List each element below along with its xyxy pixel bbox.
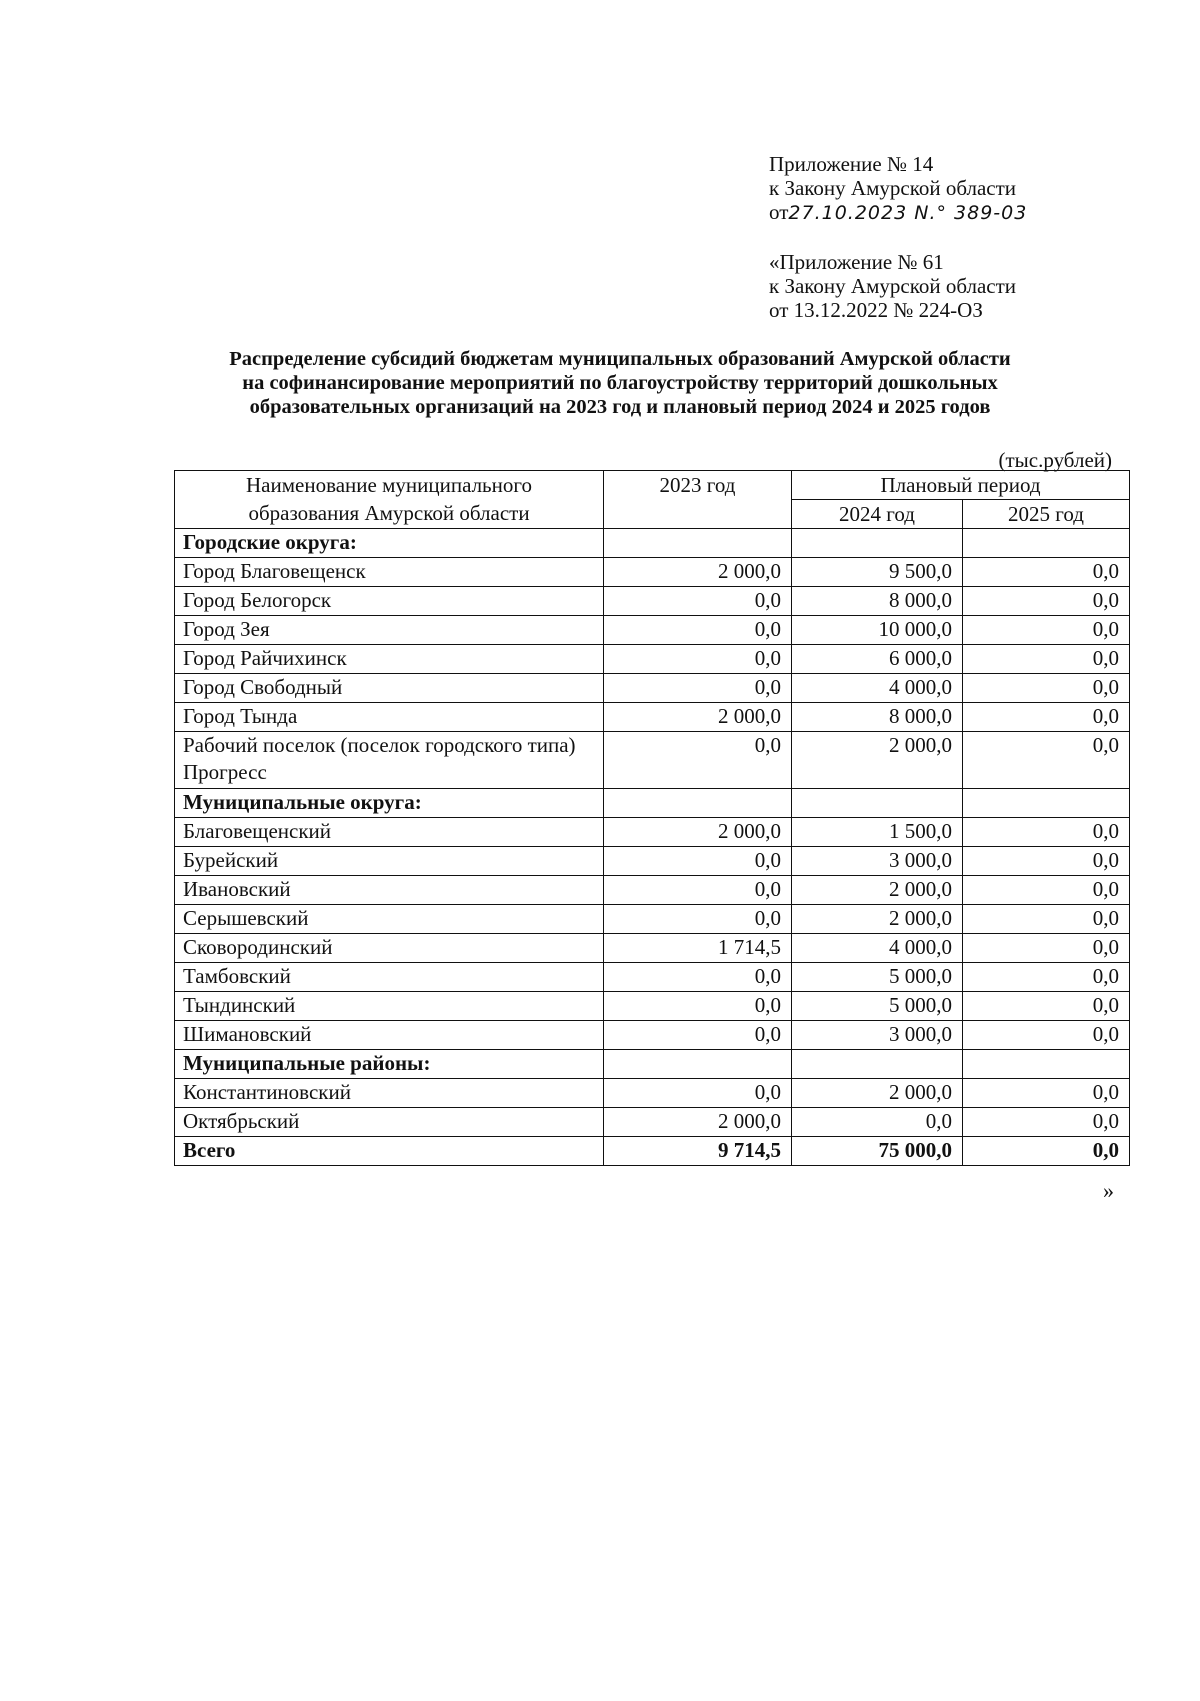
cell-2024: 0,0 bbox=[792, 1108, 963, 1137]
cell-2023: 0,0 bbox=[604, 876, 792, 905]
appendix-current-reference bbox=[769, 152, 1027, 225]
table-row bbox=[175, 818, 1130, 847]
cell-2025: 0,0 bbox=[963, 847, 1130, 876]
cell-2023: 2 000,0 bbox=[604, 703, 792, 732]
cell-2023: 0,0 bbox=[604, 616, 792, 645]
cell-name: Городские округа: bbox=[175, 529, 604, 558]
handwritten-date-number: 27.10.2023 N.° 389-03 bbox=[788, 202, 1028, 224]
appendix-number: Приложение № 14 bbox=[769, 152, 934, 176]
cell-2023: 0,0 bbox=[604, 645, 792, 674]
table-row bbox=[175, 645, 1130, 674]
cell-2024 bbox=[792, 789, 963, 818]
total-row bbox=[175, 1137, 1130, 1166]
header-name: Наименование муниципального образования Амурской области bbox=[175, 471, 604, 529]
header-2023: 2023 год bbox=[604, 471, 792, 529]
table-row bbox=[175, 934, 1130, 963]
cell-name: Тындинский bbox=[175, 992, 604, 1021]
section-row bbox=[175, 1050, 1130, 1079]
table-row bbox=[175, 732, 1130, 789]
table-body bbox=[175, 529, 1130, 1166]
cell-name: Октябрьский bbox=[175, 1108, 604, 1137]
original-law-ref: к Закону Амурской области bbox=[769, 274, 1017, 298]
cell-2025: 0,0 bbox=[963, 674, 1130, 703]
cell-name: Город Свободный bbox=[175, 674, 604, 703]
cell-2025: 0,0 bbox=[963, 558, 1130, 587]
cell-2024: 2 000,0 bbox=[792, 732, 963, 789]
cell-2024: 75 000,0 bbox=[792, 1137, 963, 1166]
cell-2023: 0,0 bbox=[604, 732, 792, 789]
cell-2023: 0,0 bbox=[604, 905, 792, 934]
table-row bbox=[175, 587, 1130, 616]
cell-name: Рабочий поселок (поселок городского типа) Прогресс bbox=[175, 732, 604, 789]
cell-name: Город Благовещенск bbox=[175, 558, 604, 587]
table-row bbox=[175, 1079, 1130, 1108]
closing-quote: » bbox=[1103, 1178, 1114, 1203]
cell-name: Тамбовский bbox=[175, 963, 604, 992]
cell-2023 bbox=[604, 529, 792, 558]
header-planned-period: Плановый период bbox=[792, 471, 1130, 500]
cell-name: Бурейский bbox=[175, 847, 604, 876]
title-line-1: Распределение субсидий бюджетам муниципальных образований Амурской области bbox=[229, 348, 1011, 370]
cell-2025: 0,0 bbox=[963, 703, 1130, 732]
cell-2024: 2 000,0 bbox=[792, 876, 963, 905]
cell-2023: 0,0 bbox=[604, 847, 792, 876]
table-row bbox=[175, 616, 1130, 645]
table-row bbox=[175, 1108, 1130, 1137]
table-row bbox=[175, 876, 1130, 905]
section-row bbox=[175, 789, 1130, 818]
cell-name: Благовещенский bbox=[175, 818, 604, 847]
cell-2024: 1 500,0 bbox=[792, 818, 963, 847]
cell-2025: 0,0 bbox=[963, 1021, 1130, 1050]
cell-2024 bbox=[792, 529, 963, 558]
cell-2024: 3 000,0 bbox=[792, 847, 963, 876]
cell-name: Город Зея bbox=[175, 616, 604, 645]
cell-2024: 8 000,0 bbox=[792, 703, 963, 732]
cell-2023: 2 000,0 bbox=[604, 1108, 792, 1137]
cell-2023: 1 714,5 bbox=[604, 934, 792, 963]
cell-2023: 9 714,5 bbox=[604, 1137, 792, 1166]
cell-2024: 2 000,0 bbox=[792, 1079, 963, 1108]
cell-2024: 9 500,0 bbox=[792, 558, 963, 587]
cell-name: Серышевский bbox=[175, 905, 604, 934]
cell-2025: 0,0 bbox=[963, 905, 1130, 934]
cell-2023 bbox=[604, 1050, 792, 1079]
document-title bbox=[140, 347, 1100, 419]
cell-2023: 0,0 bbox=[604, 674, 792, 703]
cell-name: Шимановский bbox=[175, 1021, 604, 1050]
cell-2025: 0,0 bbox=[963, 732, 1130, 789]
cell-name: Ивановский bbox=[175, 876, 604, 905]
cell-2024: 6 000,0 bbox=[792, 645, 963, 674]
cell-2023: 2 000,0 bbox=[604, 818, 792, 847]
cell-2025: 0,0 bbox=[963, 645, 1130, 674]
cell-2025: 0,0 bbox=[963, 1108, 1130, 1137]
original-law-date: от 13.12.2022 № 224-ОЗ bbox=[769, 298, 983, 322]
table-row bbox=[175, 963, 1130, 992]
cell-2025 bbox=[963, 529, 1130, 558]
table-row bbox=[175, 558, 1130, 587]
cell-2025: 0,0 bbox=[963, 876, 1130, 905]
cell-2025 bbox=[963, 1050, 1130, 1079]
cell-name: Город Белогорск bbox=[175, 587, 604, 616]
title-line-2: на софинансирование мероприятий по благоустройству территорий дошкольных bbox=[242, 372, 998, 394]
cell-2025 bbox=[963, 789, 1130, 818]
cell-2023: 2 000,0 bbox=[604, 558, 792, 587]
units-label: (тыс.рублей) bbox=[998, 448, 1112, 472]
cell-2023 bbox=[604, 789, 792, 818]
cell-2024: 2 000,0 bbox=[792, 905, 963, 934]
table-row bbox=[175, 1021, 1130, 1050]
cell-2023: 0,0 bbox=[604, 1021, 792, 1050]
cell-2024: 3 000,0 bbox=[792, 1021, 963, 1050]
appendix-law-ref: к Закону Амурской области bbox=[769, 176, 1017, 200]
cell-2023: 0,0 bbox=[604, 587, 792, 616]
cell-2025: 0,0 bbox=[963, 616, 1130, 645]
cell-2023: 0,0 bbox=[604, 963, 792, 992]
table-row bbox=[175, 905, 1130, 934]
cell-2023: 0,0 bbox=[604, 992, 792, 1021]
cell-2024: 5 000,0 bbox=[792, 992, 963, 1021]
cell-name: Город Райчихинск bbox=[175, 645, 604, 674]
cell-2023: 0,0 bbox=[604, 1079, 792, 1108]
cell-name: Всего bbox=[175, 1137, 604, 1166]
table-row bbox=[175, 847, 1130, 876]
cell-name: Муниципальные округа: bbox=[175, 789, 604, 818]
table-row bbox=[175, 703, 1130, 732]
cell-2024: 4 000,0 bbox=[792, 674, 963, 703]
cell-name: Константиновский bbox=[175, 1079, 604, 1108]
title-line-3: образовательных организаций на 2023 год и плановый период 2024 и 2025 годов bbox=[249, 396, 991, 418]
cell-name: Сковородинский bbox=[175, 934, 604, 963]
appendix-date-line bbox=[769, 200, 1027, 225]
cell-2025: 0,0 bbox=[963, 818, 1130, 847]
cell-2025: 0,0 bbox=[963, 1137, 1130, 1166]
cell-2024: 8 000,0 bbox=[792, 587, 963, 616]
table-row bbox=[175, 992, 1130, 1021]
cell-2024 bbox=[792, 1050, 963, 1079]
header-2025: 2025 год bbox=[963, 500, 1130, 529]
cell-2025: 0,0 bbox=[963, 587, 1130, 616]
subsidy-table bbox=[174, 470, 1130, 1166]
section-row bbox=[175, 529, 1130, 558]
cell-2025: 0,0 bbox=[963, 1079, 1130, 1108]
original-appendix-number: «Приложение № 61 bbox=[769, 250, 944, 274]
cell-2025: 0,0 bbox=[963, 992, 1130, 1021]
cell-2025: 0,0 bbox=[963, 934, 1130, 963]
appendix-original-reference bbox=[769, 250, 1016, 322]
header-2024: 2024 год bbox=[792, 500, 963, 529]
cell-2025: 0,0 bbox=[963, 963, 1130, 992]
cell-2024: 5 000,0 bbox=[792, 963, 963, 992]
appendix-date-prefix: от bbox=[769, 200, 789, 224]
cell-name: Город Тында bbox=[175, 703, 604, 732]
cell-2024: 10 000,0 bbox=[792, 616, 963, 645]
cell-2024: 4 000,0 bbox=[792, 934, 963, 963]
cell-name: Муниципальные районы: bbox=[175, 1050, 604, 1079]
table-row bbox=[175, 674, 1130, 703]
